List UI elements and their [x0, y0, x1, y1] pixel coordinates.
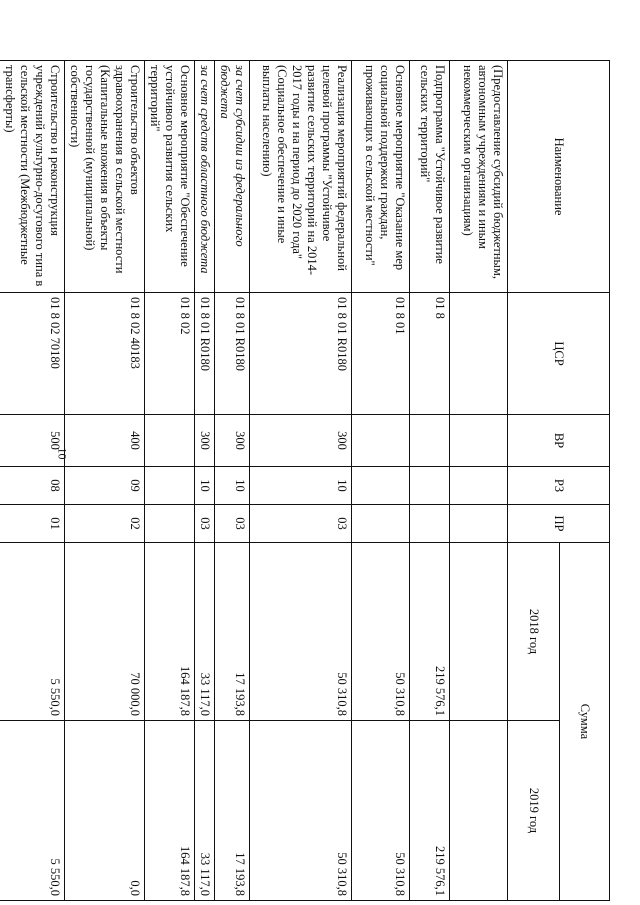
table-row	[450, 61, 508, 901]
row-vr-cell	[450, 415, 508, 467]
table-row	[145, 61, 195, 901]
table-row	[0, 61, 65, 901]
row-2019-cell: 50 310,8	[352, 721, 410, 901]
row-rz-cell	[450, 467, 508, 505]
row-name-cell: Строительство и реконструкция учреждений культурно-досугового типа в сельской местности (Межбюджетные трансферты)	[0, 61, 65, 293]
row-rz-cell	[410, 467, 450, 505]
row-csr-cell: 01 8 01 R0180	[195, 293, 215, 415]
row-pr-cell	[410, 505, 450, 543]
row-vr-cell	[352, 415, 410, 467]
row-pr-cell: 03	[215, 505, 250, 543]
row-name-cell: за счет субсидии из федерального бюджета	[215, 61, 250, 293]
row-name-cell: Основное мероприятие "Оказание мер социальной поддержки граждан, проживающих в сельской местности"	[352, 61, 410, 293]
row-csr-cell: 01 8 01	[352, 293, 410, 415]
header-2018: 2018 год	[508, 543, 560, 721]
row-name-cell: за счет средств областного бюджета	[195, 61, 215, 293]
page-number: 10	[55, 447, 70, 460]
row-csr-cell	[450, 293, 508, 415]
row-2019-cell: 219 576,1	[410, 721, 450, 901]
row-2018-cell: 5 550,0	[0, 543, 65, 721]
row-rz-cell: 10	[195, 467, 215, 505]
header-pr: ПР	[508, 505, 610, 543]
row-name-cell: Основное мероприятие "Обеспечение устойчивого развития сельских территорий"	[145, 61, 195, 293]
row-vr-cell: 300	[250, 415, 352, 467]
row-name-cell: Строительство объектов здравоохранения в сельской местности (Капитальные вложения в объекты государственной (муниципальной) собственности)	[65, 61, 145, 293]
table-row	[215, 61, 250, 901]
row-rz-cell: 10	[250, 467, 352, 505]
row-vr-cell: 400	[65, 415, 145, 467]
row-2018-cell	[450, 543, 508, 721]
row-2018-cell: 50 310,8	[250, 543, 352, 721]
row-pr-cell	[352, 505, 410, 543]
row-csr-cell: 01 8 02 70180	[0, 293, 65, 415]
row-vr-cell: 300	[215, 415, 250, 467]
row-2019-cell: 50 310,8	[250, 721, 352, 901]
header-2019: 2019 год	[508, 721, 560, 901]
row-csr-cell: 01 8 01 R0180	[250, 293, 352, 415]
row-pr-cell: 03	[250, 505, 352, 543]
row-csr-cell: 01 8	[410, 293, 450, 415]
rotated-page	[3, 60, 610, 900]
row-csr-cell: 01 8 02	[145, 293, 195, 415]
row-pr-cell: 01	[0, 505, 65, 543]
table-header	[508, 61, 610, 901]
table-row	[250, 61, 352, 901]
row-pr-cell	[450, 505, 508, 543]
row-vr-cell: 500	[0, 415, 65, 467]
header-name: Наименование	[508, 61, 610, 293]
row-2018-cell: 50 310,8	[352, 543, 410, 721]
row-2019-cell: 17 193,8	[215, 721, 250, 901]
row-2019-cell	[450, 721, 508, 901]
row-pr-cell	[145, 505, 195, 543]
header-sum: Сумма	[560, 543, 610, 901]
row-2019-cell: 5 550,0	[0, 721, 65, 901]
row-name-cell: Подпрограмма "Устойчивое развитие сельских территорий"	[410, 61, 450, 293]
row-2018-cell: 70 000,0	[65, 543, 145, 721]
row-rz-cell	[145, 467, 195, 505]
table-row	[195, 61, 215, 901]
row-csr-cell: 01 8 01 R0180	[215, 293, 250, 415]
header-csr: ЦСР	[508, 293, 610, 415]
budget-table	[0, 60, 610, 901]
row-2019-cell: 0,0	[65, 721, 145, 901]
table-row	[410, 61, 450, 901]
row-rz-cell	[352, 467, 410, 505]
row-pr-cell: 02	[65, 505, 145, 543]
row-2018-cell: 33 117,0	[195, 543, 215, 721]
row-name-cell: (Предоставление субсидий бюджетным, автономным учреждениям и иным некоммерческим организациям)	[450, 61, 508, 293]
row-2018-cell: 17 193,8	[215, 543, 250, 721]
header-vr: ВР	[508, 415, 610, 467]
row-name-cell: Реализация мероприятий федеральной целевой программы "Устойчивое развитие сельских территорий на 2014-2017 годы и на период до 2020 года" (Социальное обеспечение и иные выплаты населению)	[250, 61, 352, 293]
row-2018-cell: 164 187,8	[145, 543, 195, 721]
row-vr-cell	[145, 415, 195, 467]
row-csr-cell: 01 8 02 40183	[65, 293, 145, 415]
row-pr-cell: 03	[195, 505, 215, 543]
table-body	[0, 61, 508, 901]
row-2019-cell: 33 117,0	[195, 721, 215, 901]
header-rz: РЗ	[508, 467, 610, 505]
row-vr-cell	[410, 415, 450, 467]
row-rz-cell: 09	[65, 467, 145, 505]
row-rz-cell: 10	[215, 467, 250, 505]
row-rz-cell: 08	[0, 467, 65, 505]
table-row	[352, 61, 410, 901]
row-2018-cell: 219 576,1	[410, 543, 450, 721]
table-row	[65, 61, 145, 901]
row-2019-cell: 164 187,8	[145, 721, 195, 901]
row-vr-cell: 300	[195, 415, 215, 467]
